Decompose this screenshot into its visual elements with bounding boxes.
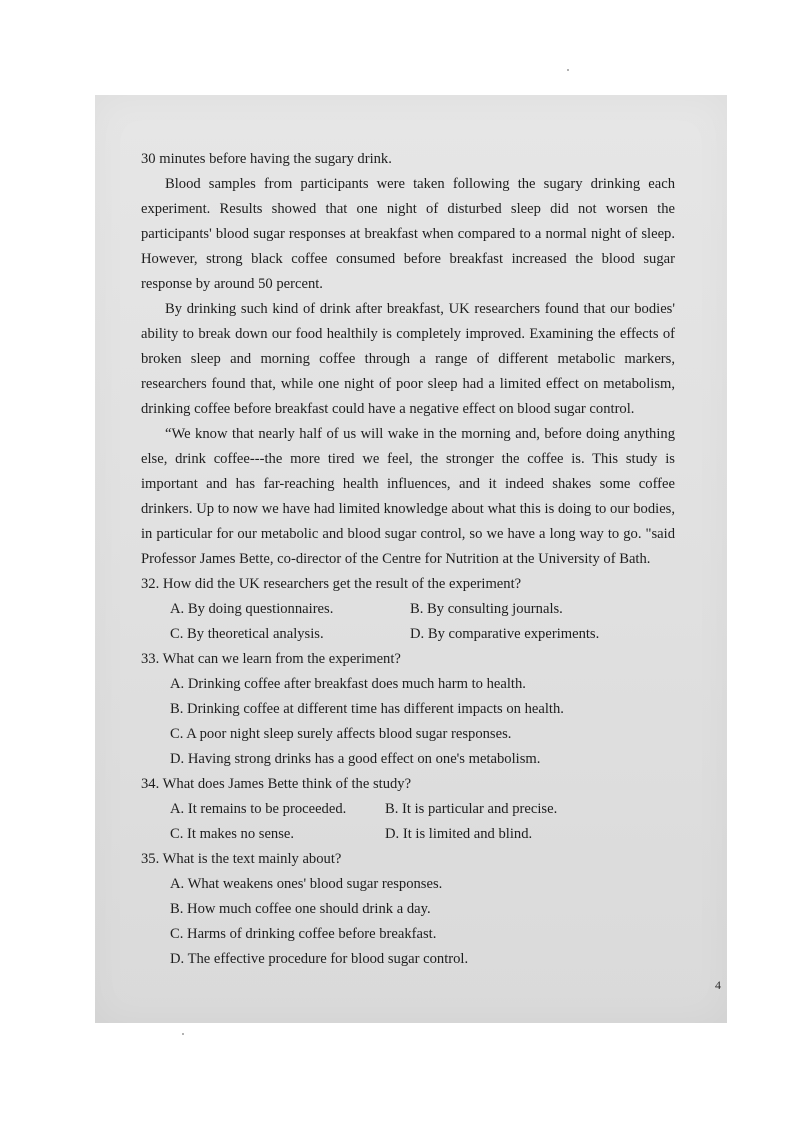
option-d[interactable]: D. By comparative experiments. (410, 626, 600, 642)
option-b[interactable]: B. Drinking coffee at different time has different impacts on health. (170, 701, 564, 717)
scan-speck (567, 69, 569, 71)
scan-speck (182, 1033, 184, 1035)
option-b[interactable]: B. It is particular and precise. (385, 801, 558, 817)
question-32 (141, 572, 675, 647)
option-c[interactable]: C. Harms of drinking coffee before breakfast. (170, 926, 437, 942)
question-33 (141, 647, 675, 772)
question-35 (141, 847, 675, 972)
option-c[interactable]: C. By theoretical analysis. (170, 626, 324, 642)
option-d[interactable]: D. The effective procedure for blood sugar control. (170, 951, 469, 967)
passage-paragraph: By drinking such kind of drink after breakfast, UK researchers found that our bodies' ability to break down our food healthily is completely improved. Examining the effects of broken sleep and morning coffee through a range of different metabolic markers, researchers found that, while one night of poor sleep had a limited effect on metabolism, drinking coffee before breakfast could have a negative effect on blood sugar control. (141, 301, 675, 417)
option-a[interactable]: A. Drinking coffee after breakfast does much harm to health. (170, 676, 526, 692)
page-number: 4 (715, 978, 721, 992)
option-d[interactable]: D. It is limited and blind. (385, 826, 533, 842)
passage-paragraph: Blood samples from participants were taken following the sugary drinking each experiment. Results showed that one night of disturbed sleep did not worsen the participants' blood sugar responses at breakfast when compared to a normal night of sleep. However, strong black coffee consumed before breakfast increased the blood sugar response by around 50 percent. (141, 176, 675, 292)
option-a[interactable]: A. What weakens ones' blood sugar responses. (170, 876, 443, 892)
passage-paragraph: 30 minutes before having the sugary drink. (141, 151, 392, 167)
option-a[interactable]: A. It remains to be proceeded. (170, 801, 347, 817)
answer-options (141, 797, 675, 847)
answer-options (141, 597, 675, 647)
option-a[interactable]: A. By doing questionnaires. (170, 601, 334, 617)
option-c[interactable]: C. It makes no sense. (170, 826, 295, 842)
answer-options (141, 672, 675, 772)
question-stem: 32. How did the UK researchers get the result of the experiment? (141, 576, 522, 592)
page-content (141, 147, 675, 972)
question-stem: 35. What is the text mainly about? (141, 851, 342, 867)
exam-page (95, 95, 727, 1023)
question-34 (141, 772, 675, 847)
option-c[interactable]: C. A poor night sleep surely affects blood sugar responses. (170, 726, 512, 742)
option-b[interactable]: B. How much coffee one should drink a day. (170, 901, 431, 917)
question-stem: 33. What can we learn from the experiment? (141, 651, 401, 667)
answer-options (141, 872, 675, 972)
option-b[interactable]: B. By consulting journals. (410, 601, 563, 617)
question-stem: 34. What does James Bette think of the study? (141, 776, 412, 792)
option-d[interactable]: D. Having strong drinks has a good effect on one's metabolism. (170, 751, 541, 767)
passage-paragraph: “We know that nearly half of us will wake in the morning and, before doing anything else, drink coffee---the more tired we feel, the stronger the coffee is. This study is important and has far-reaching health influences, and it indeed shakes some coffee drinkers. Up to now we have had limited knowledge about what this is doing to our bodies, in particular for our metabolic and blood sugar control, so we have a long way to go. "said Professor James Bette, co-director of the Centre for Nutrition at the University of Bath. (141, 426, 675, 567)
